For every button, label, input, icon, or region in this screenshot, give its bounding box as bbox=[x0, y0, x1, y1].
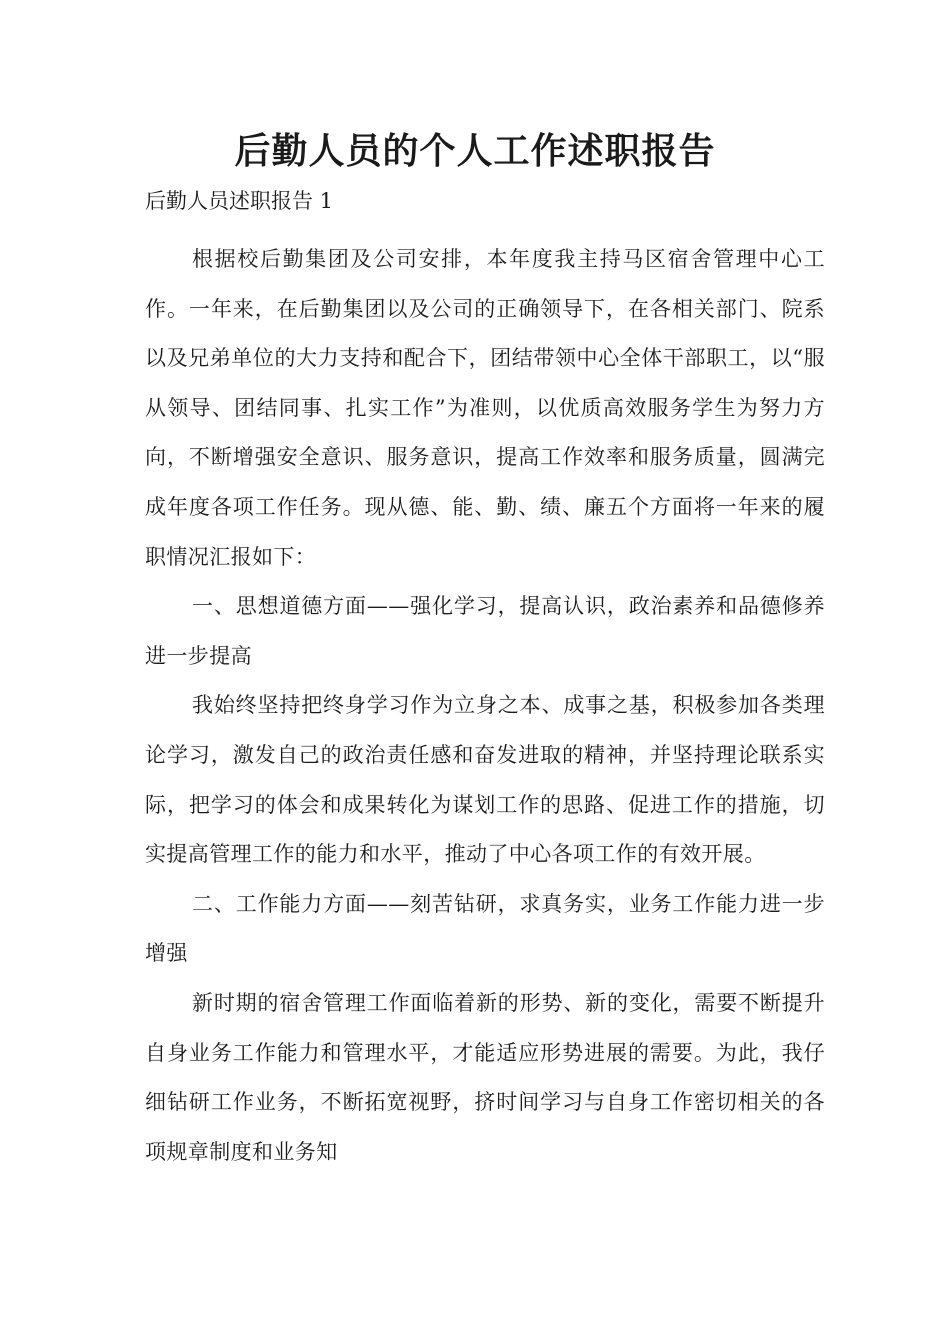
paragraph-intro: 根据校后勤集团及公司安排，本年度我主持马区宿舍管理中心工作。一年来，在后勤集团以及公司的正确领导下，在各相关部门、院系以及兄弟单位的大力支持和配合下，团结带领中心全体干部职工，以“服从领导、团结同事、扎实工作”为准则，以优质高效服务学生为努力方向，不断增强安全意识、服务意识，提高工作效率和服务质量，圆满完成年度各项工作任务。现从德、能、勤、绩、廉五个方面将一年来的履职情况汇报如下： bbox=[145, 247, 825, 569]
paragraph-ethics: 我始终坚持把终身学习作为立身之本、成事之基，积极参加各类理论学习，激发自己的政治责任感和奋发进取的精神，并坚持理论联系实际，把学习的体会和成果转化为谋划工作的思路、促进工作的措施，切实提高管理工作的能力和水平，推动了中心各项工作的有效开展。 bbox=[145, 693, 825, 867]
section-heading-ability: 二、工作能力方面——刻苦钻研，求真务实，业务工作能力进一步增强 bbox=[145, 891, 825, 966]
section-heading-ethics: 一、思想道德方面——强化学习，提高认识，政治素养和品德修养进一步提高 bbox=[145, 594, 825, 668]
document-body bbox=[145, 235, 825, 1177]
document-title: 后勤人员的个人工作述职报告 bbox=[234, 131, 716, 172]
document-subtitle: 后勤人员述职报告 1 bbox=[145, 189, 334, 213]
paragraph-ability: 新时期的宿舍管理工作面临着新的形势、新的变化，需要不断提升自身业务工作能力和管理水平，才能适应形势进展的需要。为此，我仔细钻研工作业务，不断拓宽视野，挤时间学习与自身工作密切相关的各项规章制度和业务知 bbox=[145, 990, 825, 1164]
